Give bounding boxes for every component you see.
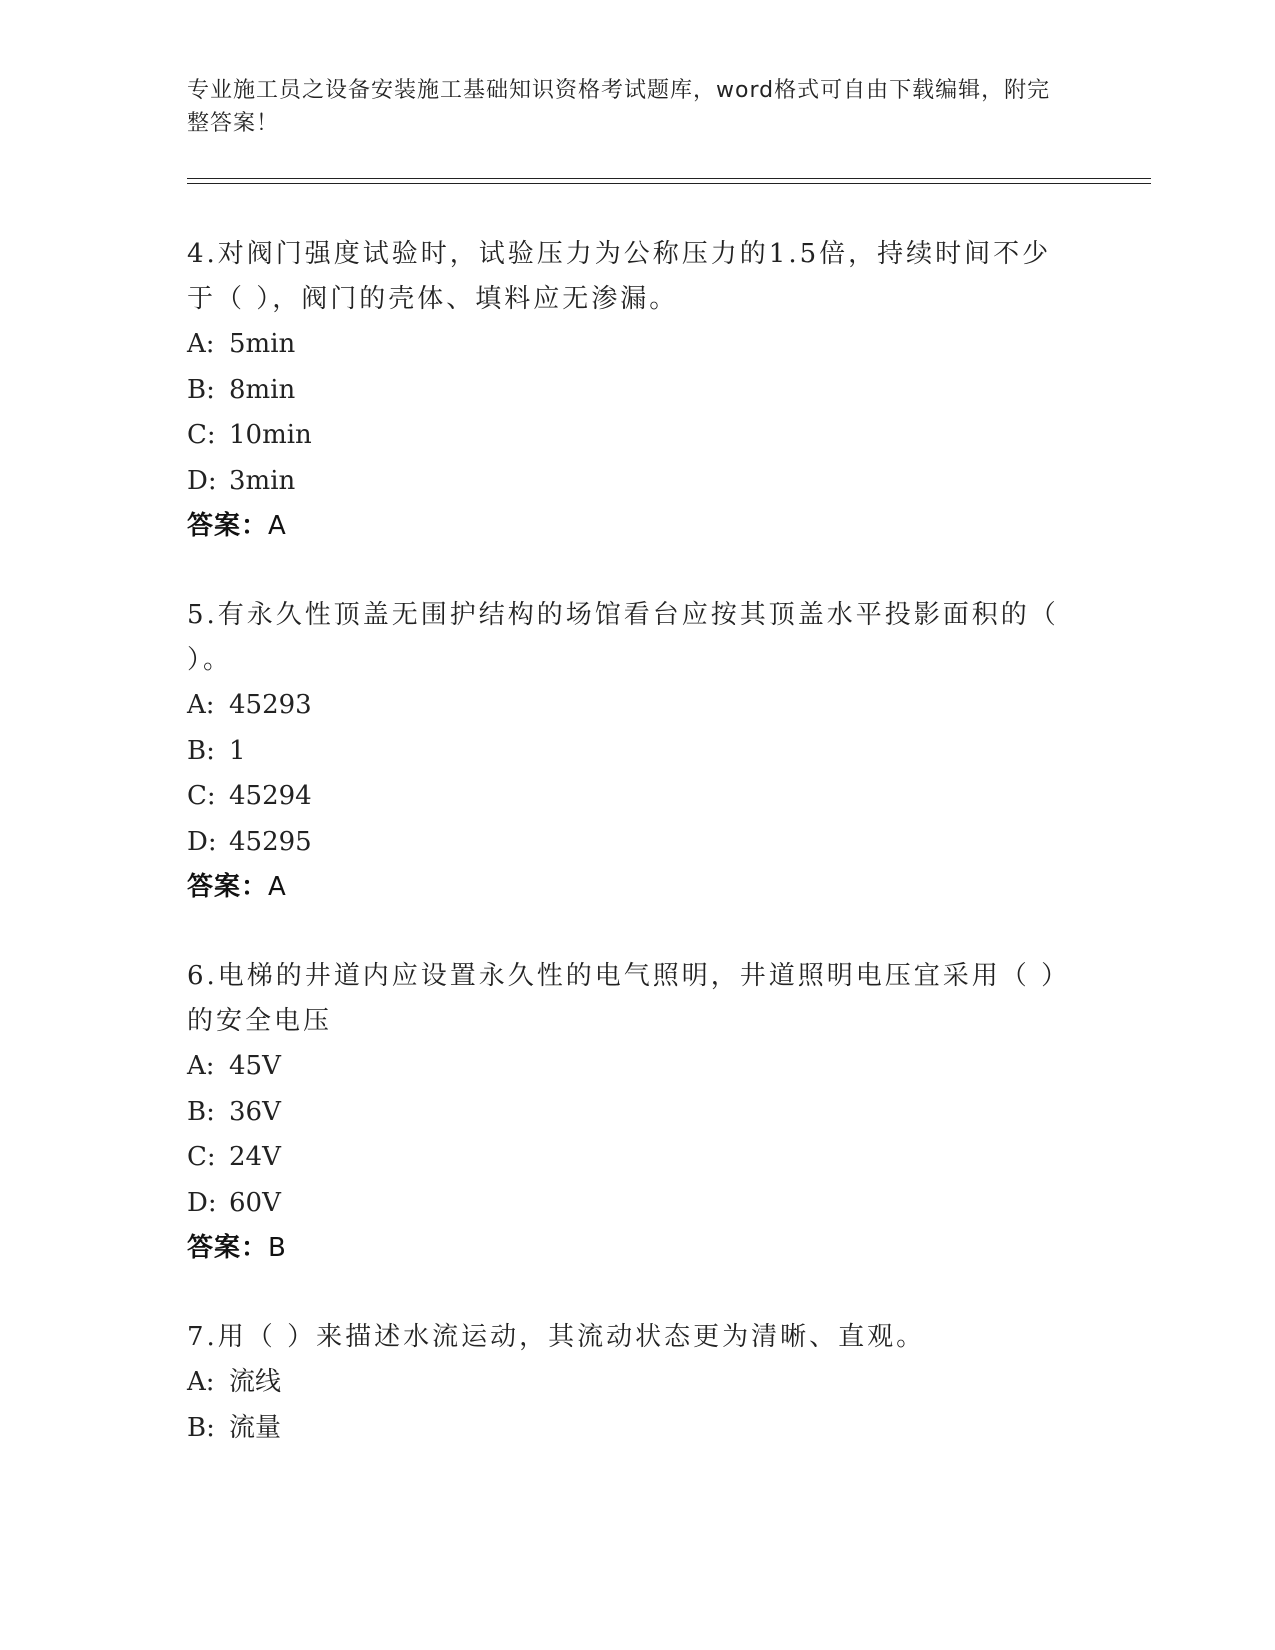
option-value: 流线: [229, 1367, 282, 1397]
option-value: 45V: [229, 1051, 281, 1081]
option-d: [187, 820, 1067, 866]
option-key: D:: [187, 465, 217, 496]
option-value: 60V: [229, 1187, 281, 1218]
option-key: A:: [187, 690, 215, 720]
option-list: [187, 1044, 1067, 1226]
answer: [187, 1226, 1067, 1272]
option-value: 5min: [229, 329, 296, 359]
option-list: [187, 1360, 1067, 1451]
answer-label: 答案：: [187, 1233, 269, 1263]
option-key: A:: [187, 1367, 215, 1397]
option-b: [187, 1090, 1067, 1136]
option-key: B:: [187, 1096, 215, 1127]
option-value: 45294: [229, 781, 312, 811]
option-value: 8min: [229, 374, 296, 405]
option-value: 10min: [229, 420, 312, 450]
option-key: B:: [187, 735, 215, 766]
answer-label: 答案：: [187, 872, 269, 902]
option-value: 36V: [229, 1096, 281, 1127]
option-d: [187, 1181, 1067, 1227]
option-key: B:: [187, 1412, 215, 1443]
answer-value: A: [268, 511, 287, 541]
header-divider-bottom: [187, 183, 1151, 184]
option-key: A:: [187, 329, 215, 359]
option-value: 45293: [229, 690, 312, 720]
question-4: [187, 232, 1067, 550]
document-header: 专业施工员之设备安装施工基础知识资格考试题库，word格式可自由下载编辑，附完整答案！: [187, 78, 1051, 136]
question-7: [187, 1315, 1067, 1451]
answer: [187, 865, 1067, 911]
option-b: [187, 368, 1067, 414]
question-5: [187, 593, 1067, 911]
question-text: 7.用（ ）来描述水流运动，其流动状态更为清晰、直观。: [187, 1322, 926, 1352]
option-key: D:: [187, 1187, 217, 1218]
option-c: [187, 1135, 1067, 1181]
header-divider-top: [187, 178, 1151, 179]
option-key: C:: [187, 781, 216, 811]
option-value: 45295: [229, 826, 312, 857]
option-key: A:: [187, 1051, 215, 1081]
question-text: 6.电梯的井道内应设置永久性的电气照明，井道照明电压宜采用（ ）的安全电压: [187, 961, 1058, 1036]
option-list: [187, 683, 1067, 865]
answer-value: A: [268, 872, 287, 902]
option-c: [187, 413, 1067, 459]
question-text: 5.有永久性顶盖无围护结构的场馆看台应按其顶盖水平投影面积的（ ）。: [187, 600, 1059, 675]
option-a: [187, 322, 1067, 368]
option-value: 1: [229, 735, 246, 766]
option-value: 3min: [229, 465, 296, 496]
option-value: 24V: [229, 1142, 281, 1172]
option-a: [187, 1360, 1067, 1406]
option-key: C:: [187, 420, 216, 450]
option-a: [187, 683, 1067, 729]
question-text: 4.对阀门强度试验时，试验压力为公称压力的1.5倍，持续时间不少于（ ），阀门的壳体、填料应无渗漏。: [187, 239, 1052, 314]
answer: [187, 504, 1067, 550]
option-key: C:: [187, 1142, 216, 1172]
option-key: D:: [187, 826, 217, 857]
option-list: [187, 322, 1067, 504]
question-6: [187, 954, 1067, 1272]
answer-value: B: [268, 1233, 287, 1263]
option-key: B:: [187, 374, 215, 405]
option-value: 流量: [229, 1412, 282, 1443]
option-a: [187, 1044, 1067, 1090]
option-b: [187, 1406, 1067, 1452]
option-d: [187, 459, 1067, 505]
answer-label: 答案：: [187, 511, 269, 541]
option-b: [187, 729, 1067, 775]
option-c: [187, 774, 1067, 820]
